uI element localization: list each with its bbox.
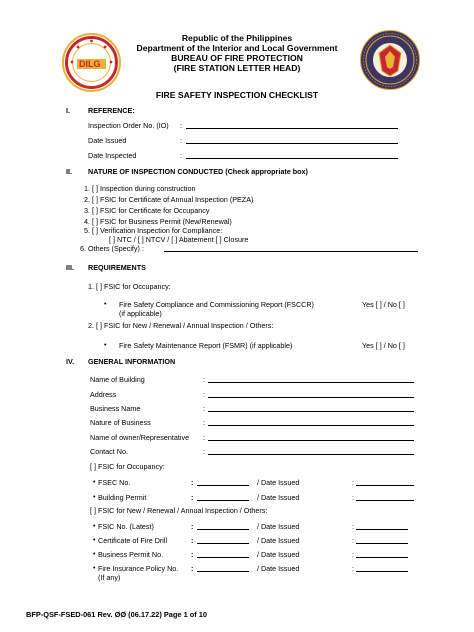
section-1-number: I.	[66, 106, 70, 115]
insurance-date-field[interactable]	[356, 571, 408, 572]
field-colon: :	[352, 522, 354, 531]
nature-of-business-label: Nature of Business	[90, 418, 151, 427]
inspection-type-3[interactable]: 3. [ ] FSIC for Certificate for Occupancy	[84, 206, 210, 215]
dilg-logo-text: DILG	[79, 59, 101, 69]
page-title: FIRE SAFETY INSPECTION CHECKLIST	[155, 90, 319, 100]
date-issued-label: Date Issued	[88, 136, 127, 145]
renewal-checkbox[interactable]: [ ] FSIC for New / Renewal / Annual Inspection / Others:	[90, 506, 268, 515]
building-name-field[interactable]	[208, 382, 414, 383]
contact-number-field[interactable]	[208, 454, 414, 455]
bullet-icon: •	[93, 521, 96, 530]
section-3-heading: REQUIREMENTS	[88, 263, 146, 272]
header-line-2: Department of the Interior and Local Government	[136, 43, 338, 53]
requirement-renewal[interactable]: 2. [ ] FSIC for New / Renewal / Annual Inspection / Others:	[88, 321, 274, 330]
field-colon: :	[203, 433, 205, 442]
requirement-occupancy[interactable]: 1. [ ] FSIC for Occupancy:	[88, 282, 171, 291]
fsec-date-field[interactable]	[356, 485, 414, 486]
field-colon: :	[352, 478, 354, 487]
section-2-number: II.	[66, 167, 72, 176]
field-colon: :	[191, 550, 194, 559]
fire-drill-label: Certificate of Fire Drill	[98, 536, 168, 545]
owner-name-label: Name of owner/Representative	[90, 433, 190, 442]
inspection-type-1[interactable]: 1. [ ] Inspection during construction	[84, 184, 196, 193]
field-colon: :	[191, 478, 194, 487]
business-permit-date-field[interactable]	[356, 557, 408, 558]
bullet-icon: •	[104, 340, 107, 349]
inspection-type-5[interactable]: 5. [ ] Verification Inspection for Compliance:	[84, 226, 223, 235]
fire-drill-field[interactable]	[197, 543, 249, 544]
insurance-policy-label: Fire Insurance Policy No.	[98, 564, 179, 573]
contact-number-label: Contact No.	[90, 447, 128, 456]
building-permit-date-label: / Date Issued	[257, 493, 300, 502]
field-colon: :	[203, 418, 205, 427]
io-number-field[interactable]	[186, 128, 398, 129]
fsic-number-field[interactable]	[197, 529, 249, 530]
header-line-1: Republic of the Philippines	[181, 33, 293, 43]
section-3-number: III.	[66, 263, 74, 272]
field-colon: :	[191, 493, 194, 502]
address-field[interactable]	[208, 397, 414, 398]
date-inspected-label: Date Inspected	[88, 151, 137, 160]
fsic-date-field[interactable]	[356, 529, 408, 530]
business-name-label: Business Name	[90, 404, 141, 413]
fsec-number-field[interactable]	[197, 485, 249, 486]
bullet-icon: •	[93, 563, 96, 572]
date-inspected-field[interactable]	[186, 158, 398, 159]
header-line-3: BUREAU OF FIRE PROTECTION	[171, 53, 303, 63]
occupancy-checkbox[interactable]: [ ] FSIC for Occupancy:	[90, 462, 165, 471]
section-1-heading: REFERENCE:	[88, 106, 135, 115]
date-issued-colon: :	[180, 136, 182, 145]
footer-doc-code: BFP-QSF-FSED-061 Rev. ØØ (06.17.22) Page 1 of 10	[26, 610, 207, 619]
fsec-date-label: / Date Issued	[257, 478, 300, 487]
fire-drill-date-field[interactable]	[356, 543, 408, 544]
fsec-number-label: FSEC No.	[98, 478, 131, 487]
building-permit-field[interactable]	[197, 500, 249, 501]
inspection-type-others: 6. Others (Specify) :	[80, 244, 144, 253]
insurance-date-label: / Date Issued	[257, 564, 300, 573]
field-colon: :	[203, 375, 205, 384]
field-colon: :	[191, 522, 194, 531]
field-colon: :	[203, 404, 205, 413]
nature-of-business-field[interactable]	[208, 425, 414, 426]
section-4-heading: GENERAL INFORMATION	[88, 357, 176, 366]
field-colon: :	[191, 564, 194, 573]
insurance-policy-field[interactable]	[197, 571, 249, 572]
inspection-type-4[interactable]: 4. [ ] FSIC for Business Permit (New/Renewal)	[84, 217, 232, 226]
others-specify-field[interactable]	[164, 251, 418, 252]
bullet-icon: •	[93, 549, 96, 558]
section-2-heading: NATURE OF INSPECTION CONDUCTED (Check appropriate box)	[88, 167, 308, 176]
business-name-field[interactable]	[208, 411, 414, 412]
io-number-colon: :	[180, 121, 182, 130]
building-name-label: Name of Building	[90, 375, 145, 384]
inspection-type-2[interactable]: 2. [ ] FSIC for Certificate of Annual Inspection (PEZA)	[84, 195, 254, 204]
bullet-icon: •	[93, 492, 96, 501]
compliance-options[interactable]: [ ] NTC / [ ] NTCV / [ ] Abatement [ ] Closure	[109, 235, 249, 244]
fsmr-yes-no[interactable]: Yes [ ] / No [ ]	[362, 341, 405, 350]
fsic-date-label: / Date Issued	[257, 522, 300, 531]
building-permit-label: Building Permit	[98, 493, 147, 502]
field-colon: :	[203, 390, 205, 399]
field-colon: :	[352, 550, 354, 559]
field-colon: :	[191, 536, 194, 545]
io-number-label: Inspection Order No. (IO)	[88, 121, 169, 130]
business-permit-label: Business Permit No.	[98, 550, 164, 559]
bullet-icon: •	[93, 477, 96, 486]
field-colon: :	[352, 564, 354, 573]
fsic-number-label: FSIC No. (Latest)	[98, 522, 154, 531]
field-colon: :	[352, 493, 354, 502]
requirement-fsmr: Fire Safety Maintenance Report (FSMR) (if applicable)	[119, 341, 293, 350]
bullet-icon: •	[104, 299, 107, 308]
building-permit-date-field[interactable]	[356, 500, 414, 501]
fire-drill-date-label: / Date Issued	[257, 536, 300, 545]
business-permit-field[interactable]	[197, 557, 249, 558]
date-inspected-colon: :	[180, 151, 182, 160]
date-issued-field[interactable]	[186, 143, 398, 144]
header-line-4: (FIRE STATION LETTER HEAD)	[173, 63, 301, 73]
fsccr-yes-no[interactable]: Yes [ ] / No [ ]	[362, 300, 405, 309]
bullet-icon: •	[93, 535, 96, 544]
business-permit-date-label: / Date Issued	[257, 550, 300, 559]
field-colon: :	[203, 447, 205, 456]
owner-name-field[interactable]	[208, 440, 414, 441]
requirement-fsccr: Fire Safety Compliance and Commissioning Report (FSCCR)	[119, 300, 314, 309]
insurance-policy-note: (If any)	[98, 573, 121, 582]
section-4-number: IV.	[66, 357, 75, 366]
requirement-fsccr-note: (if applicable)	[119, 309, 162, 318]
field-colon: :	[352, 536, 354, 545]
address-label: Address	[90, 390, 117, 399]
